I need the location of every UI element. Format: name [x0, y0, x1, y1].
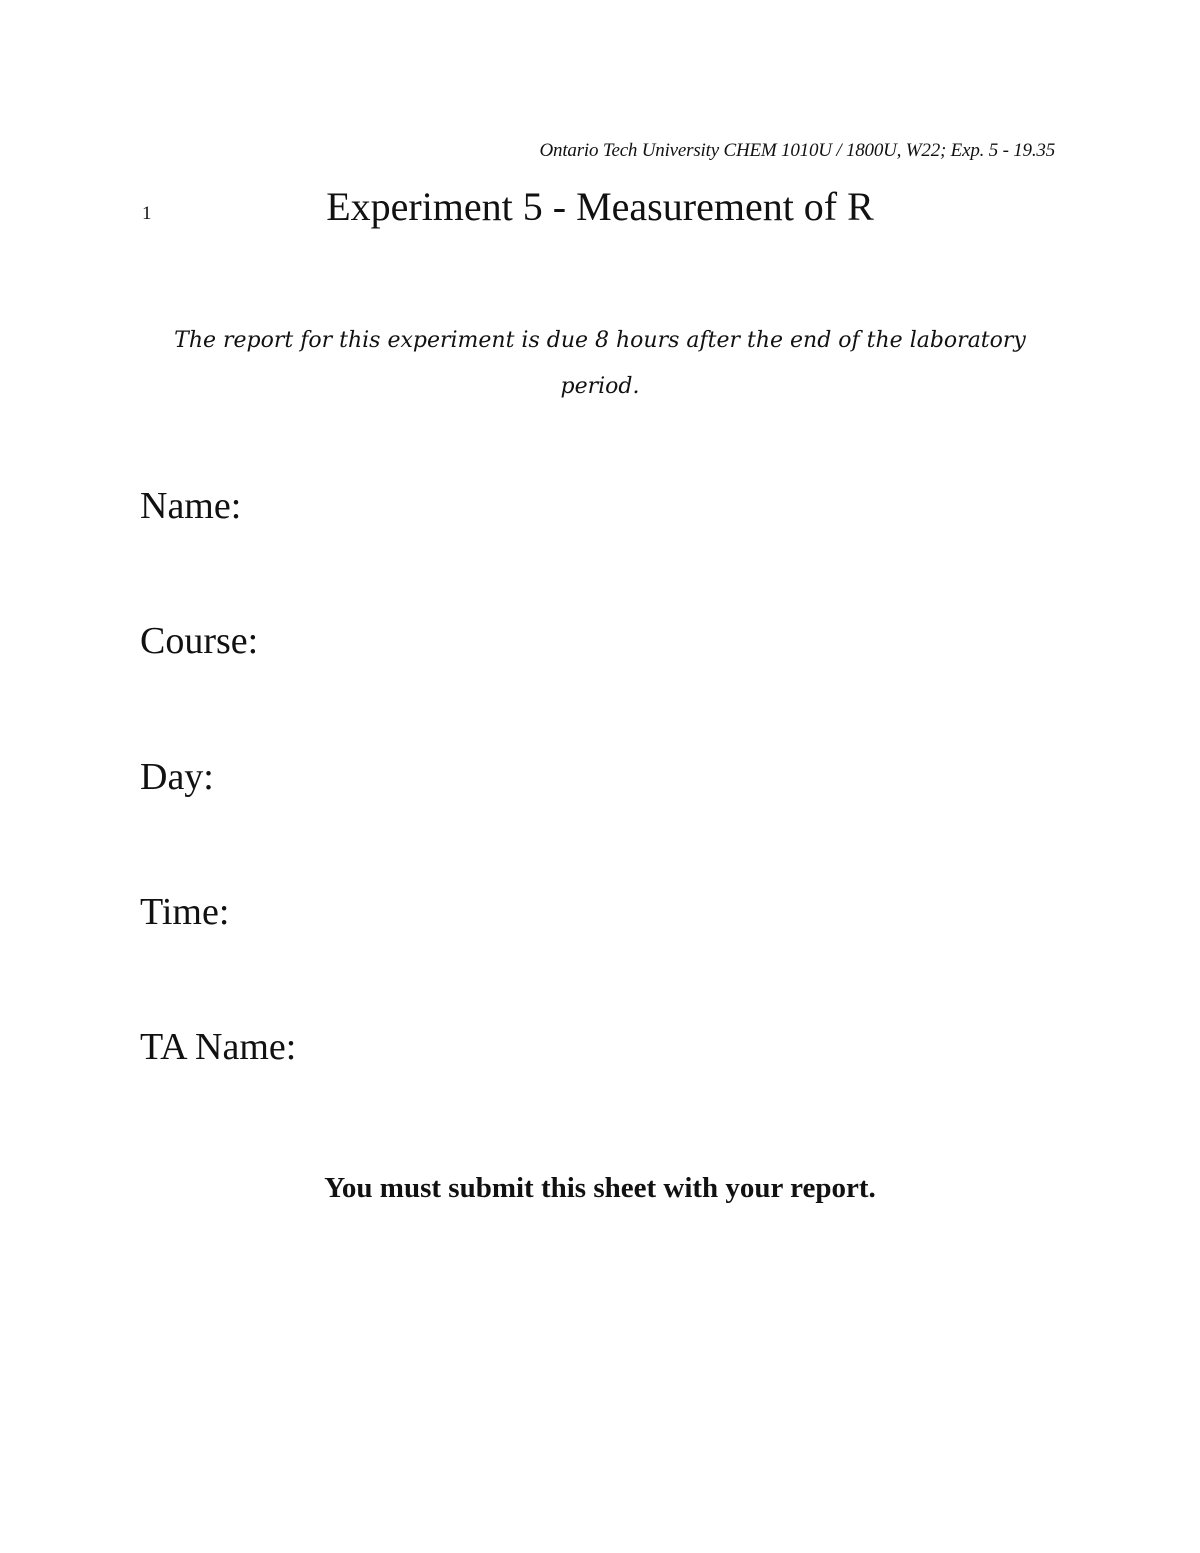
name-field-label: Name:: [140, 485, 242, 527]
page-title: Experiment 5 - Measurement of R: [326, 184, 874, 229]
submission-note: You must submit this sheet with your report.: [324, 1172, 876, 1204]
page-number: 1: [142, 203, 152, 224]
day-field-label: Day:: [140, 756, 214, 798]
time-field-label: Time:: [140, 891, 230, 933]
ta-name-field-label: TA Name:: [140, 1026, 297, 1068]
running-header: Ontario Tech University CHEM 1010U / 1800U, W22; Exp. 5 - 19.35: [539, 140, 1055, 161]
due-note: The report for this experiment is due 8 hours after the end of the laboratory period.: [174, 328, 1026, 399]
course-field-label: Course:: [140, 620, 259, 662]
